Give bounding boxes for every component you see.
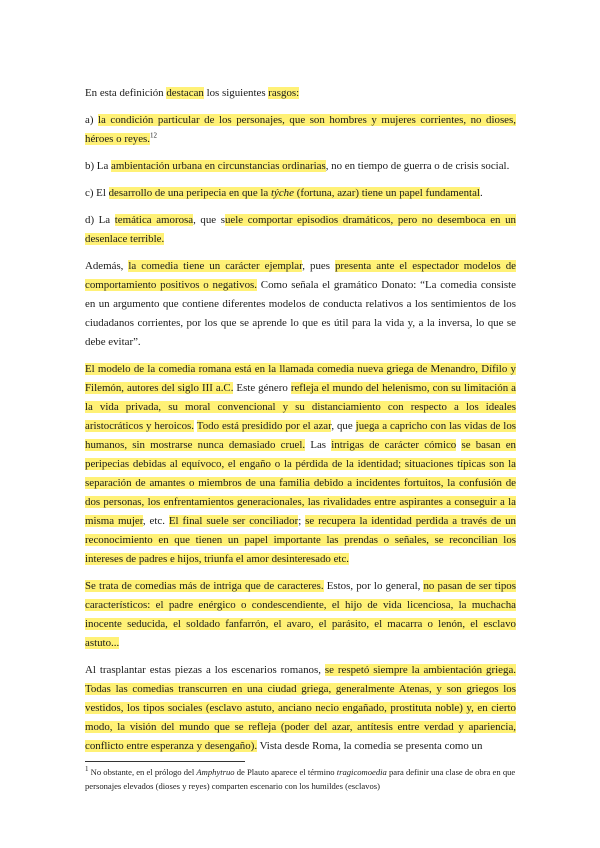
highlight: se respetó siempre la ambientación griega. Todas las comedias transcurren en una ciudad griega, generalmente Atenas, y son griegos los vestidos, los tipos sociales (esclavo astuto, anciano necio engañado, prostituta noble) y, en cierto modo, la visión del mundo que se refleja (poder del azar, antítesis entre verdad y apariencia, conflicto entre esperanza y desengaño).	[85, 664, 516, 752]
paragraph-trasplantar	[85, 661, 516, 756]
highlight: no pasan de ser tipos característicos: el padre enérgico o condescendiente, el hijo de vida licenciosa, la muchacha inocente seducida, el soldado fanfarrón, el avaro, el parásito, el macarra o lenón, el esclavo astuto...	[85, 580, 516, 649]
page-body	[85, 84, 516, 756]
highlight: destacan	[166, 87, 204, 99]
highlight: intrigas de carácter cómico	[331, 439, 457, 451]
highlight	[109, 187, 480, 199]
text: de Plauto aparece el término	[234, 767, 337, 777]
text: b) La	[85, 160, 112, 172]
highlight: juega a capricho con las vidas de los humanos, sin mostrarse nunca demasiado cruel.	[85, 420, 517, 451]
text: Este género	[233, 382, 291, 394]
highlight: refleja el mundo del helenismo, con su limitación a la vida privada, su moral convencional y su distanciamiento con respecto a los ideales aristocráticos y heroicos.	[85, 382, 516, 432]
highlight: la condición particular de los personajes, que son hombres y mujeres corrientes, no dioses, héroes o reyes.	[85, 114, 516, 145]
paragraph-trata	[85, 577, 516, 653]
text: los siguientes	[203, 87, 269, 99]
text: Además,	[85, 260, 129, 272]
highlight: se recupera la identidad perdida a través de un reconocimiento en que tienen un papel importante las prendas o señales, se reconcilian los intereses de padres e hijos, triunfa el amor desinteresado etc.	[85, 515, 516, 565]
text: , que s	[193, 214, 225, 226]
text: No obstante, en el prólogo del	[88, 767, 197, 777]
text: , no en tiempo de guerra o de crisis social.	[325, 160, 510, 172]
highlight: Se trata de comedias más de intriga que de caracteres.	[85, 580, 324, 592]
text: desarrollo de una peripecia en que la	[108, 187, 271, 199]
paragraph-item-b	[85, 157, 516, 176]
text: Estos, por lo general,	[323, 580, 424, 592]
paragraph-item-a	[85, 111, 516, 149]
text: c) El	[85, 187, 109, 199]
footnote-separator	[85, 761, 245, 762]
highlight: Todo está presidido por el azar	[196, 420, 332, 432]
text: En esta definición	[85, 87, 167, 99]
highlight: El modelo de la comedia romana está en la llamada comedia nueva griega de Menandro, Dífilo y Filemón, autores del siglo III a.C.	[85, 363, 516, 394]
highlight: temática amorosa	[114, 214, 194, 226]
highlight: se basan en peripecias debidas al equívoco, el engaño o la pérdida de la identidad; situaciones típicas son la separación de amantes o miembros de una familia debido a incidentes fortuitos, la confusión de dos personas, los enfrentamientos generacionales, las rivalidades entre aspirantes a conseguir a la misma mujer	[85, 439, 516, 527]
text: , pues	[302, 260, 335, 272]
footnote-ref[interactable]: 12	[150, 131, 158, 140]
text: para definir una clase de obra en que personajes elevados (dioses y reyes) comparten escenario con los humildes (esclavos)	[85, 767, 516, 791]
text: (fortuna, azar) tiene un papel fundamental	[293, 187, 480, 199]
footnote-number: 1	[85, 765, 89, 774]
text: Como señala el gramático Donato: “La comedia consiste en un argumento que contiene diferentes modelos de conducta relativos a los sentimientos de los ciudadanos corrientes, por los que se aprende lo que es útil para la vida y, a la inversa, lo que se debe evitar”.	[85, 279, 516, 348]
highlight: uele comportar episodios dramáticos, pero no desemboca en un desenlace terrible.	[85, 214, 516, 245]
highlight: ambientación urbana en circunstancias ordinarias	[111, 160, 326, 172]
emphasis: Amphytruo	[196, 767, 235, 777]
emphasis: týche	[270, 187, 294, 199]
highlight: rasgos:	[268, 87, 300, 99]
text: Vista desde Roma, la comedia se presenta como un	[257, 740, 483, 752]
text: , que	[331, 420, 356, 432]
paragraph-item-c	[85, 184, 516, 203]
text: , etc.	[142, 515, 169, 527]
text: ;	[298, 515, 306, 527]
paragraph-item-d	[85, 211, 516, 249]
footnote	[85, 765, 525, 793]
text: .	[479, 187, 483, 199]
paragraph-intro	[85, 84, 516, 103]
emphasis: tragicomoedia	[336, 767, 387, 777]
text: d) La	[85, 214, 115, 226]
paragraph-ademas	[85, 257, 516, 352]
highlight: presenta ante el espectador modelos de comportamiento positivos o negativos.	[85, 260, 516, 291]
paragraph-modelo	[85, 360, 516, 569]
highlight: El final suele ser conciliador	[168, 515, 299, 527]
highlight: la comedia tiene un carácter ejemplar	[128, 260, 303, 272]
text: Al trasplantar estas piezas a los escenarios romanos,	[85, 664, 325, 676]
text: Las	[305, 439, 332, 451]
text: a)	[85, 114, 98, 126]
